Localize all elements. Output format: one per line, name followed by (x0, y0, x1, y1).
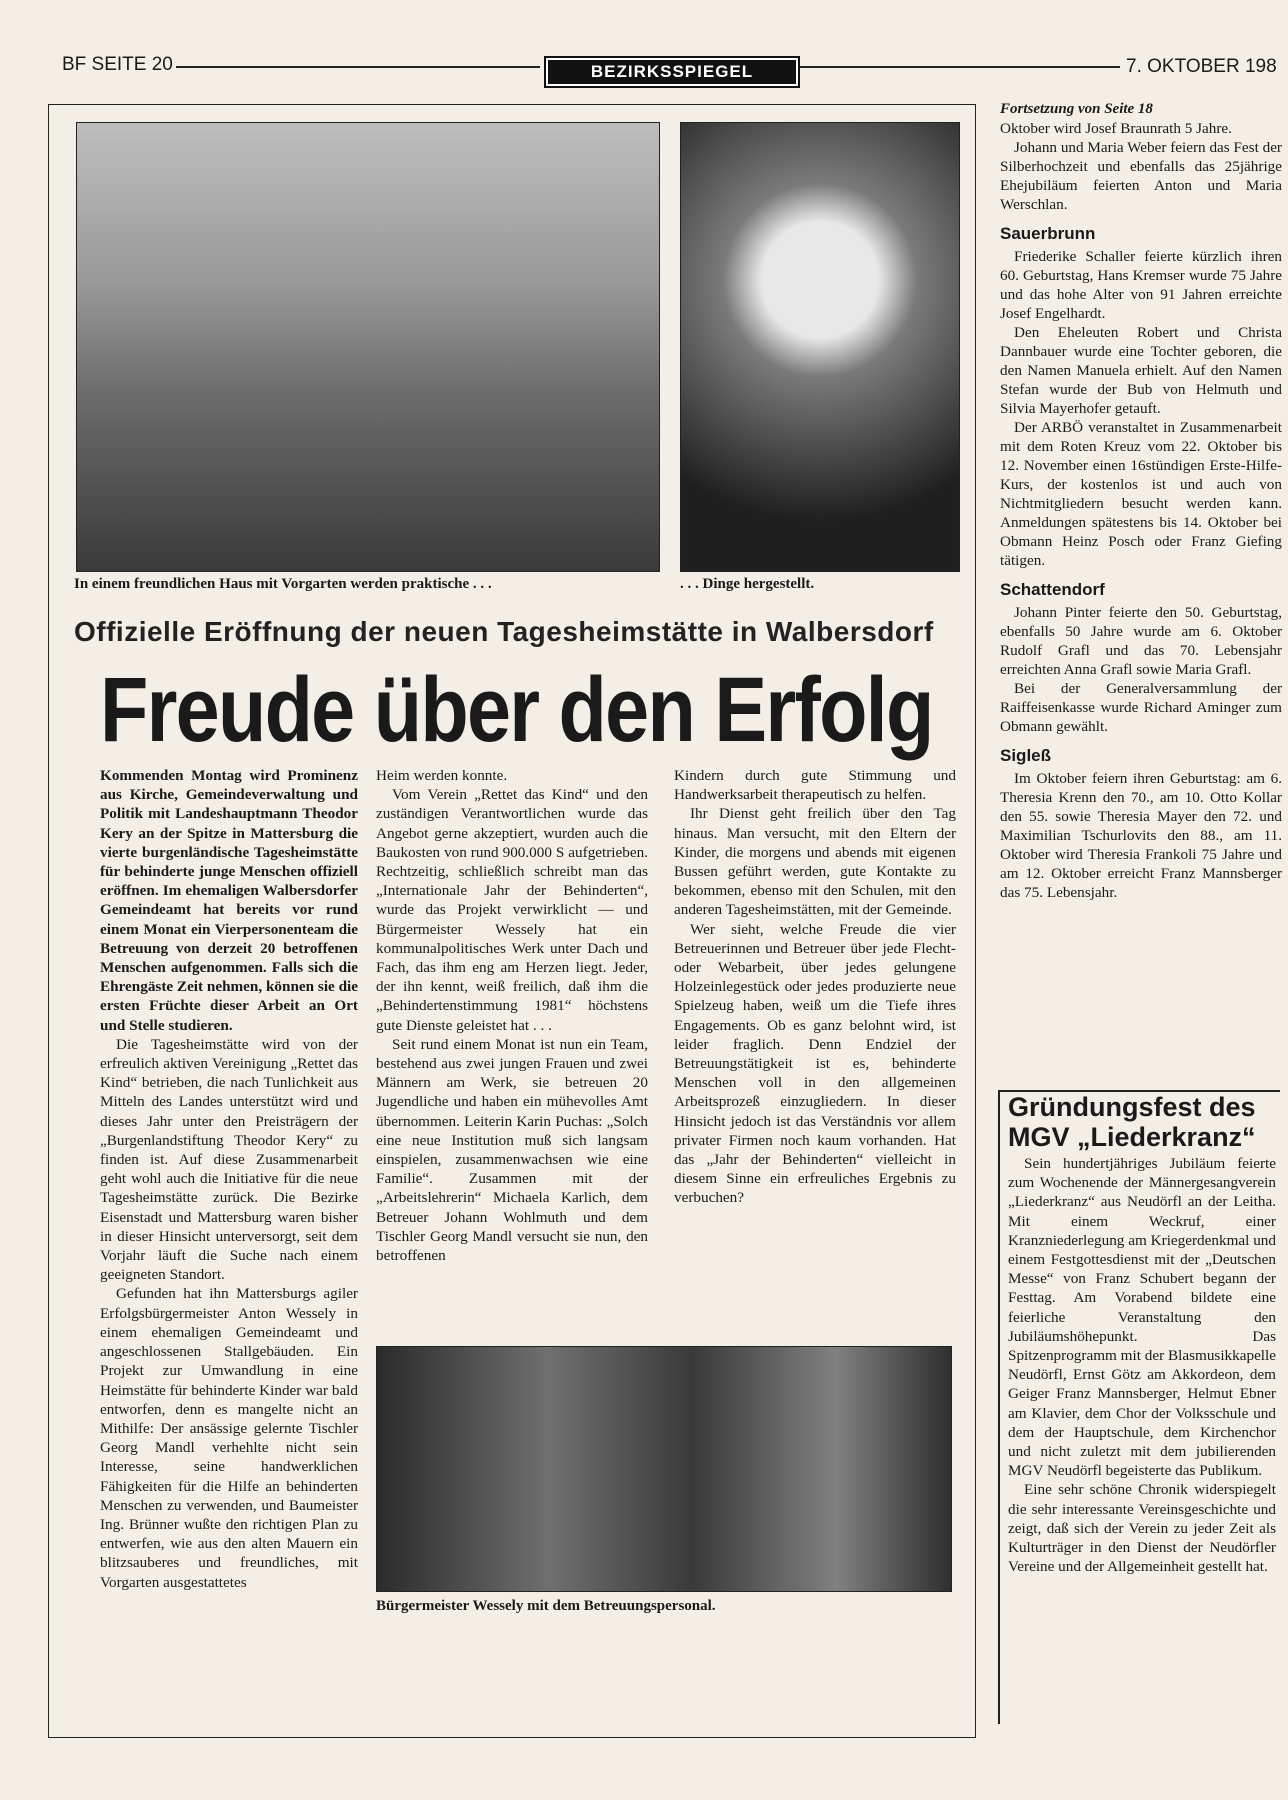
article-paragraph: Ihr Dienst geht freilich über den Tag hinaus. Man versucht, mit den Eltern der Kinder, die morgens und abends mit eigenen Bussen geführt werden, gute Kontakte zu bekommen, ebenso mit den Schulen, mit den anderen Tagesheimstätten, mit der Gemeinde. (674, 805, 956, 919)
header-rule-left (176, 66, 540, 68)
box-paragraph: Sein hundertjähriges Jubiläum feierte zum Wochenende der Männergesangverein „Liederkranz“ aus Neudörfl an der Leitha. Mit einem Weckruf, einer Kranzniederlegung am Kriegerdenkmal und einem Festgottesdienst mit der „Deutschen Messe“ von Franz Schubert begann der Festtag. Am Vorabend bildete eine feierliche Veranstaltung den Jubiläumshöhepunkt. Das Spitzenprogramm mit der Blasmusikkapelle Neudörfl, Ernst Götz am Akkordeon, dem Geiger Franz Mannsberger, Helmut Ebner am Klavier, dem Chor der Volksschule und dem der Hauptschule, dem Kirchenchor und nicht zuletzt mit dem jubilierenden MGV Neudörfl begeisterte das Publikum. (1008, 1155, 1276, 1480)
photo-house-group (76, 122, 660, 572)
article-paragraph: Heim werden konnte. (376, 767, 508, 784)
sidebar-paragraph: Johann und Maria Weber feiern das Fest der Silberhochzeit und ebenfalls das 25jährige Ehejubiläum feierten Anton und Maria Werschlan. (1000, 139, 1282, 213)
sidebar-news (1000, 100, 1282, 902)
box-text (1000, 1154, 1280, 1576)
article-subhead: Offizielle Eröffnung der neuen Tagesheimstätte in Walbersdorf (74, 616, 934, 647)
article-paragraph: Gefunden hat ihn Mattersburgs agiler Erfolgsbürgermeister Anton Wessely in einem ehemaligen Gemeindeamt und angeschlossenen Stallgebäuden. Ein Projekt zur Umwandlung in eine Heimstätte für behinderte Kinder war bald entworfen, denn es mangelte nicht an Mithilfe: Der ansässige gelernte Tischler Georg Mandl verhehlte nicht sein Interesse, seine handwerklichen Fähigkeiten für die Hilfe an behinderten Menschen zu verwenden, und Baumeister Ing. Brünner wußte den richtigen Plan zu entwerfen, wie aus den alten Mauern ein blitzsauberes und freundliches, mit Vorgarten ausgestattetes (100, 1285, 358, 1591)
continuation-note: Fortsetzung von Seite 18 (1000, 101, 1153, 117)
box-article (998, 1090, 1280, 1724)
sidebar-paragraph: Im Oktober feiern ihren Geburtstag: am 6. Theresia Krenn den 70., am 10. Otto Kollar den 55. sowie Theresia Mayer den 72. und Maximilian Tschurlovits den 88., am 11. Oktober wird Theresia Frankoli 75 Jahre und am 12. Oktober erreicht Franz Mannsberger das 75. Lebensjahr. (1000, 770, 1282, 901)
article-lead: Kommenden Montag wird Prominenz aus Kirche, Gemeindeverwaltung und Politik mit Landeshauptmann Theodor Kery an der Spitze in Mattersburg die vierte burgenländische Tagesheimstätte für behinderte junge Menschen offiziell eröffnen. Im ehemaligen Walbersdorfer Gemeindeamt hat bereits vor rund einem Monat ein Vierpersonenteam die Betreuung von derzeit 20 betroffenen Menschen aufgenommen. Falls sich die Ehrengäste Zeit nehmen, können sie die ersten Früchte dieser Arbeit an Ort und Stelle studieren. (100, 767, 358, 1034)
section-title-sigless: Sigleß (1000, 746, 1052, 765)
photo3-caption: Bürgermeister Wessely mit dem Betreuungspersonal. (376, 1598, 716, 1614)
page-label: BF SEITE 20 (62, 54, 173, 75)
sidebar-paragraph: Oktober wird Josef Braunrath 5 Jahre. (1000, 120, 1232, 137)
section-title-schattendorf: Schattendorf (1000, 580, 1105, 599)
sidebar-paragraph: Den Eheleuten Robert und Christa Dannbauer wurde eine Tochter geboren, die den Namen Manuela erhielt. Auf den Namen Stefan wurde der Bub von Helmuth und Silvia Mayerhofer getauft. (1000, 324, 1282, 417)
header-rule-right (800, 66, 1120, 68)
article-paragraph: Wer sieht, welche Freude die vier Betreuerinnen und Betreuer über jede Flecht- oder Webarbeit, über jedes gelungene Holzeinlegestück oder jedes produzierte neue Spielzeug haben, weiß um die Tiefe ihres Engagements. Ob es ganz belohnt wird, ist leider fraglich. Denn Endziel der Betreuungstätigkeit ist es, behinderte Menschen voll in den allgemeinen Arbeitsprozeß einzugliedern. In dieser Hinsicht jedoch ist das Verständnis vor allem privater Firmen noch kaum vorhanden. Hat das „Jahr der Behinderten“ vielleicht in diesem Sinne ein erfreuliches Ergebnis zu verbuchen? (674, 920, 956, 1207)
article-column-1 (100, 766, 358, 1592)
photo1-caption: In einem freundlichen Haus mit Vorgarten werden praktische . . . (74, 576, 492, 592)
sidebar-paragraph: Friederike Schaller feierte kürzlich ihren 60. Geburtstag, Hans Kremser wurde 75 Jahre und das hohe Alter von 91 Jahren erreichte Josef Engelhardt. (1000, 248, 1282, 322)
box-title-line2: MGV „Liederkranz“ (1008, 1122, 1256, 1152)
article-headline: Freude über den Erfolg (100, 659, 933, 761)
box-title (1008, 1092, 1280, 1152)
section-title-sauerbrunn: Sauerbrunn (1000, 224, 1096, 243)
box-paragraph: Eine sehr schöne Chronik widerspiegelt die sehr interessante Vereinsgeschichte und zeigt, daß sich der Verein zu jeder Zeit als Kulturträger in den Dienst der Neudörfler Vereine und der Allgemeinheit gestellt hat. (1008, 1481, 1276, 1576)
box-title-line1: Gründungsfest des (1008, 1092, 1256, 1122)
sidebar-paragraph: Johann Pinter feierte den 50. Geburtstag, ebenfalls 50 Jahre wurde am 6. Oktober Rudolf Grafl und das 70. Lebensjahr erreichten Anna Grafl sowie Maria Grafl. (1000, 604, 1282, 678)
article-paragraph: Kindern durch gute Stimmung und Handwerksarbeit therapeutisch zu helfen. (674, 767, 956, 804)
sidebar-paragraph: Der ARBÖ veranstaltet in Zusammenarbeit mit dem Roten Kreuz vom 22. Oktober bis 12. November einen 16stündigen Erste-Hilfe-Kurs, der kostenlos ist und auch von Nichtmitgliedern besucht werden kann. Anmeldungen spätestens bis 14. Oktober bei Obmann Heinz Posch oder Franz Giefing tätigen. (1000, 419, 1282, 569)
section-badge: BEZIRKSSPIEGEL (544, 56, 800, 88)
sidebar-paragraph: Bei der Generalversammlung der Raiffeisenkasse wurde Richard Aminger zum Obmann gewählt. (1000, 680, 1282, 735)
photo-girl-basket (680, 122, 960, 572)
photo2-caption: . . . Dinge hergestellt. (680, 576, 815, 592)
article-column-2 (376, 766, 648, 1265)
article-column-3 (674, 766, 956, 1208)
issue-date: 7. OKTOBER 198 (1126, 56, 1277, 77)
article-paragraph: Vom Verein „Rettet das Kind“ und den zuständigen Verantwortlichen wurde das Angebot gerne akzeptiert, wurden auch die Baukosten von rund 900.000 S aufgetrieben. Rechtzeitig, schließlich schreibt man das „Internationale Jahr der Behinderten“, wurde das Projekt verwirklicht — und Bürgermeister Wessely hat ein kommunalpolitisches Werk unter Dach und Fach, das ihm eng am Herzen liegt. Jeder, der ihn kennt, weiß freilich, daß ihm die „Behindertenstimmung 1981“ höchstens gute Dienste geleistet hat . . . (376, 786, 648, 1034)
photo-mayor-staff (376, 1346, 952, 1592)
article-paragraph: Die Tagesheimstätte wird von der erfreulich aktiven Vereinigung „Rettet das Kind“ betrieben, die nach Tunlichkeit aus Mitteln des Landes unterstützt wird und dieses Jahr unter den Preisträgern der „Burgenlandstiftung Theodor Kery“ zu finden ist. Auf diese Zusammenarbeit geht wohl auch die Initiative für die neue Tagesheimstätte zurück. Die Bezirke Eisenstadt und Mattersburg waren bisher in dieser Hinsicht unterversorgt, seit dem Vorjahr läuft die Suche nach einem geeigneten Standort. (100, 1035, 358, 1284)
article-paragraph: Seit rund einem Monat ist nun ein Team, bestehend aus zwei jungen Frauen und zwei Männern am Werk, sie betreuen 20 Jugendliche und haben ein mühevolles Amt übernommen. Leiterin Karin Puchas: „Solch eine neue Institution muß sich langsam einspielen, zusammenwachsen wie eine Familie“. Zusammen mit der „Arbeitslehrerin“ Michaela Karlich, dem Betreuer Johann Wohlmuth und dem Tischler Georg Mandl versucht sie nun, den betroffenen (376, 1035, 648, 1265)
